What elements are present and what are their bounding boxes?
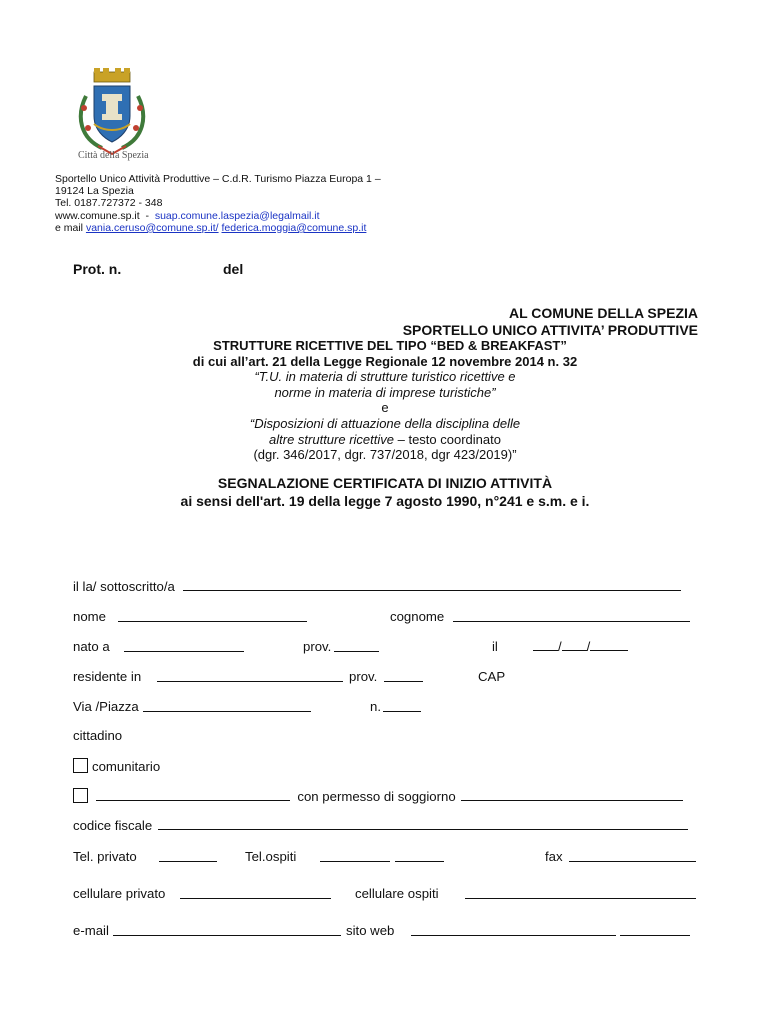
subject-line-7-italic: altre strutture ricettive <box>269 431 395 447</box>
birth-day-field[interactable] <box>533 639 558 651</box>
nato-field[interactable] <box>124 640 244 652</box>
codice-fiscale-field[interactable] <box>158 818 688 830</box>
birth-year-field[interactable] <box>590 639 628 651</box>
tel-privato-field[interactable] <box>159 850 217 862</box>
fax-field[interactable] <box>569 850 696 862</box>
cell-ospiti-label: cellulare ospiti <box>355 886 439 901</box>
comunitario-label: comunitario <box>92 759 161 774</box>
title-line-2: ai sensi dell'art. 19 della legge 7 agosto 1990, n°241 e s.m. e i. <box>180 493 590 509</box>
prov2-label: prov. <box>349 669 378 684</box>
nato-label: nato a <box>73 639 110 654</box>
residente-label: residente in <box>73 669 142 684</box>
birth-date-field[interactable] <box>533 639 628 654</box>
civico-label: n. <box>370 699 381 714</box>
contact-line-3: Tel. 0187.727372 - 348 <box>55 197 163 210</box>
cell-privato-label: cellulare privato <box>73 886 166 901</box>
subject-line-3: “T.U. in materia di strutture turistico ricettive e <box>254 369 516 385</box>
row-codice-fiscale <box>73 818 688 833</box>
cognome-field[interactable] <box>453 610 690 622</box>
tel-ospiti-label: Tel.ospiti <box>245 849 297 864</box>
contact-block <box>55 173 381 234</box>
subject-line-7 <box>0 432 770 448</box>
contact-separator: - <box>145 209 149 222</box>
email-link-ceruso[interactable]: vania.ceruso@comune.sp.it/ <box>85 221 219 234</box>
contact-line-5 <box>55 222 381 234</box>
contact-line-4 <box>55 210 381 222</box>
del-label: del <box>223 261 244 277</box>
email-label: e-mail <box>73 923 109 938</box>
cell-ospiti-field[interactable] <box>465 887 696 899</box>
date-separator-1: / <box>558 639 562 654</box>
mail-label: e mail <box>55 221 84 234</box>
tel-privato-label: Tel. privato <box>73 849 137 864</box>
non-comunitario-checkbox[interactable] <box>73 788 88 803</box>
comunitario-checkbox[interactable] <box>73 758 88 773</box>
subject-line-1: STRUTTURE RICETTIVE DEL TIPO “BED & BREAKFAST” <box>213 338 567 353</box>
cognome-label: cognome <box>390 609 445 624</box>
email-link-moggia[interactable]: federica.moggia@comune.sp.it <box>221 221 367 234</box>
subject-line-4: norme in materia di imprese turistiche” <box>274 384 496 400</box>
document-title <box>0 474 770 510</box>
sottoscritto-field[interactable] <box>183 579 681 591</box>
sito-web-field-2[interactable] <box>620 924 690 936</box>
cap-label: CAP <box>478 669 506 684</box>
tel-ospiti-field[interactable] <box>320 850 390 862</box>
subject-line-7-normal: – testo coordinato <box>394 431 501 447</box>
logo-caption: Città della Spezia <box>78 150 149 161</box>
residente-field[interactable] <box>157 670 343 682</box>
website-text: www.comune.sp.it <box>55 209 140 222</box>
pec-email-link[interactable]: suap.comune.laspezia@legalmail.it <box>154 209 320 222</box>
contact-line-2: 19124 La Spezia <box>55 185 134 198</box>
fax-label: fax <box>545 849 563 864</box>
recipient-line-2: SPORTELLO UNICO ATTIVITA’ PRODUTTIVE <box>402 322 698 338</box>
date-separator-2: / <box>586 639 591 654</box>
subject-line-2: di cui all’art. 21 della Legge Regionale 12 novembre 2014 n. 32 <box>192 353 578 369</box>
sito-web-label: sito web <box>346 923 395 938</box>
sito-web-field[interactable] <box>411 924 616 936</box>
il-label: il <box>492 639 498 654</box>
via-field[interactable] <box>143 700 311 712</box>
recipient-line-1: AL COMUNE DELLA SPEZIA <box>508 305 698 321</box>
prov-label: prov. <box>303 639 332 654</box>
via-label: Via /Piazza <box>73 699 139 714</box>
tel-ospiti-field-2[interactable] <box>395 850 444 862</box>
cittadino-label: cittadino <box>73 728 123 743</box>
sottoscritto-label: il la/ sottoscritto/a <box>73 579 175 594</box>
title-line-1: SEGNALAZIONE CERTIFICATA DI INIZIO ATTIVITÀ <box>217 475 553 491</box>
permesso-field[interactable] <box>461 789 683 801</box>
prov-field[interactable] <box>334 640 379 652</box>
subject-line-6: “Disposizioni di attuazione della disciplina delle <box>249 415 521 431</box>
contact-line-1: Sportello Unico Attività Produttive – C.d.R. Turismo Piazza Europa 1 – <box>55 173 381 185</box>
subject-line-8: (dgr. 346/2017, dgr. 737/2018, dgr 423/2019)” <box>253 447 517 463</box>
codice-fiscale-label: codice fiscale <box>73 818 153 833</box>
prot-label: Prot. n. <box>73 261 122 277</box>
row-permesso <box>73 788 683 804</box>
nome-field[interactable] <box>118 610 307 622</box>
subject-block <box>0 338 770 463</box>
nome-label: nome <box>73 609 106 624</box>
permesso-label: con permesso di soggiorno <box>297 789 456 804</box>
civico-field[interactable] <box>383 700 421 712</box>
birth-month-field[interactable] <box>562 639 587 651</box>
city-logo <box>72 66 152 164</box>
email-field[interactable] <box>113 924 341 936</box>
row-comunitario <box>73 758 160 774</box>
cell-privato-field[interactable] <box>180 887 331 899</box>
subject-line-5: e <box>381 400 389 416</box>
row-sottoscritto <box>73 579 681 594</box>
nationality-field[interactable] <box>96 789 290 801</box>
prov2-field[interactable] <box>384 670 423 682</box>
